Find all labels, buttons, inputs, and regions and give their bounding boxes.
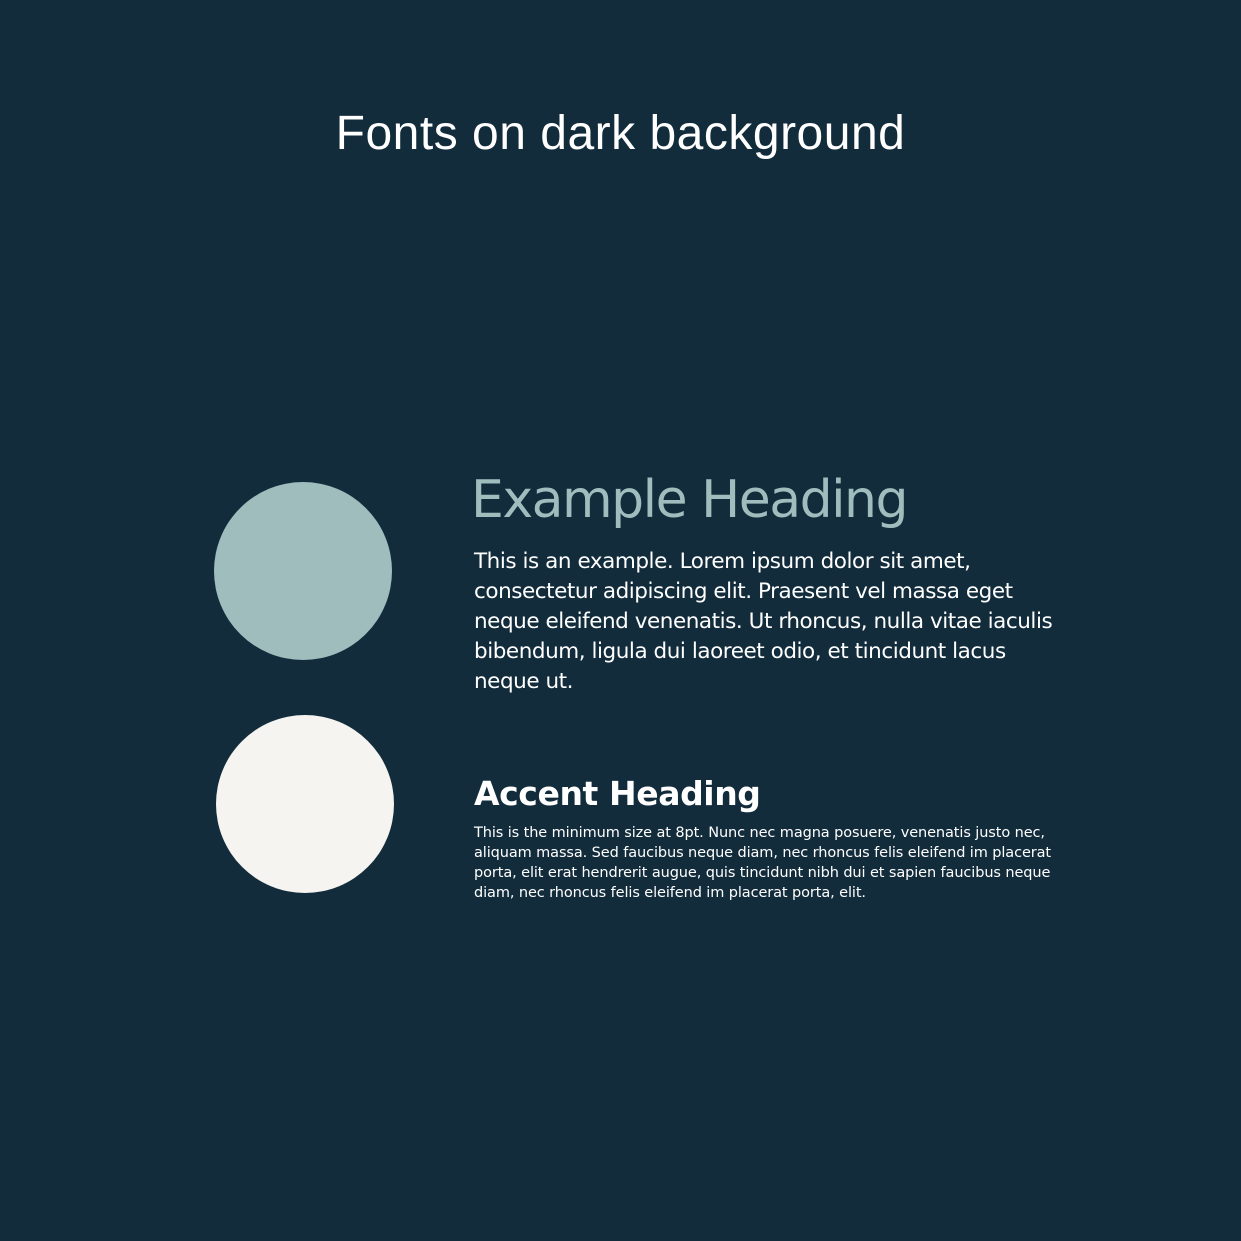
page-title: Fonts on dark background xyxy=(335,107,906,160)
example-heading: Example Heading xyxy=(471,470,908,530)
accent-color-swatch xyxy=(216,715,394,893)
accent-heading: Accent Heading xyxy=(474,774,761,813)
primary-color-swatch xyxy=(214,482,392,660)
example-body-text: This is an example. Lorem ipsum dolor sit amet, consectetur adipiscing elit. Praesent vel massa eget neque eleifend venenatis. Ut rhoncus, nulla vitae iaculis bibendum, ligula dui laoreet odio, et tincidunt lacus neque ut. xyxy=(474,549,1053,694)
accent-body-text: This is the minimum size at 8pt. Nunc nec magna posuere, venenatis justo nec, aliquam massa. Sed faucibus neque diam, nec rhoncus felis eleifend im placerat porta, elit erat hendrerit augue, quis tincidunt nibh dui et sapien faucibus neque diam, nec rhoncus felis eleifend im placerat porta, elit. xyxy=(474,825,1052,901)
